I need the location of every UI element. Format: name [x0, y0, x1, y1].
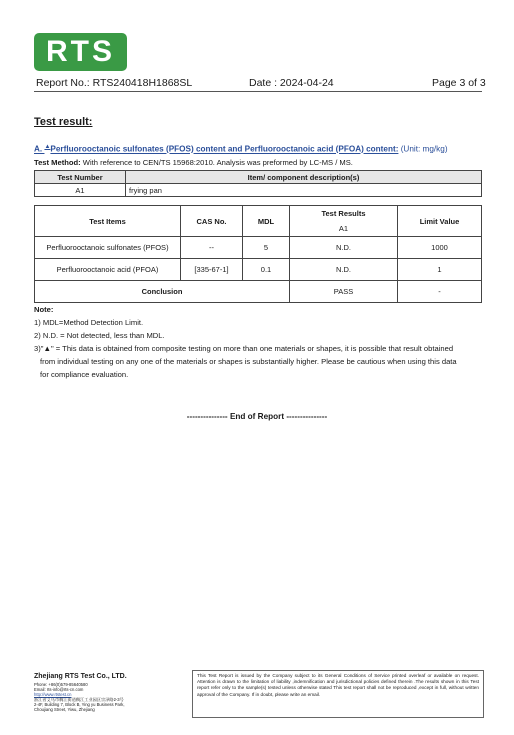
footer-phone: Phone: +86(0)579-85640580: [34, 682, 88, 687]
table-row: [35, 259, 482, 281]
subheading-unit: (Unit: mg/kg): [398, 144, 448, 154]
sample-description: frying pan: [126, 184, 482, 197]
test-method: [34, 158, 353, 167]
logo-text: RTS: [46, 35, 115, 68]
footer-address-cn: 浙江省义乌市稠江街道稠江工业园区宗泽路2-3号: [34, 697, 124, 702]
header-divider: [34, 91, 482, 92]
test-method-label: Test Method:: [34, 158, 81, 167]
footer-disclaimer: This Test Report is issued by the Company subject to its General Conditions of Service printed overleaf or available on request. Attention is drawn to the limitation of liability ,indemnification and jurisdictional policies defined therein .The results shown in this Test report refer only to the sample(s) tested unless otherwise stated This test report shall not be reproduced ,except in full, without written approval of the Company. If in doubt, please write an email.: [192, 670, 484, 718]
header-test-items: Test Items: [35, 206, 181, 237]
test-subheading: [34, 144, 448, 154]
header-cas-no: CAS No.: [181, 206, 243, 237]
footer-address-line2: Choujiang Street, Yiwu, Zhejiang: [34, 707, 95, 712]
sample-table: [34, 170, 482, 197]
pfoa-limit: 1: [398, 259, 482, 281]
footer-address-line1: 2-4F, Building 7, Block B, Ying yu Business Park,: [34, 702, 125, 707]
note-continuation: from individual testing on any one of the materials or shapes is substantially higher. Please be cautious when using this data: [40, 357, 457, 366]
section-title: Test result:: [34, 116, 93, 128]
company-logo: [34, 33, 127, 71]
pfoa-mdl: 0.1: [243, 259, 290, 281]
header-item-description: Item/ component description(s): [126, 171, 482, 184]
notes-title: Note:: [34, 305, 54, 314]
subheading-prefix: A.: [34, 144, 45, 154]
header-limit-value: Limit Value: [398, 206, 482, 237]
end-of-report-text: --------------- End of Report ---------------: [186, 412, 328, 421]
note-item: 3)"▲" = This data is obtained from composite testing on more than one materials or shapes, it is possible that result obtained: [34, 344, 454, 353]
footer-email[interactable]: Email: rts-info@rts-cn.com: [34, 687, 84, 692]
pfos-result: N.D.: [290, 237, 398, 259]
footer-contact: [34, 682, 154, 712]
note-item: 2) N.D. = Not detected, less than MDL.: [34, 331, 165, 340]
report-number: Report No.: RTS240418H1868SL: [36, 77, 193, 89]
footer-website-link[interactable]: http://www.rtstest.cn: [34, 692, 72, 697]
triangle-marker-icon: ▲: [44, 144, 51, 150]
pfos-item: Perfluorooctanoic sulfonates (PFOS): [35, 237, 181, 259]
pfoa-cas: [335-67-1]: [181, 259, 243, 281]
header-mdl: MDL: [243, 206, 290, 237]
subheading-title: Perfluorooctanoic sulfonates (PFOS) content and Perfluorooctanoic acid (PFOA) content:: [50, 144, 399, 154]
note-item: 1) MDL=Method Detection Limit.: [34, 318, 144, 327]
pfos-limit: 1000: [398, 237, 482, 259]
table-row: [35, 237, 482, 259]
conclusion-result: PASS: [290, 281, 398, 303]
note-continuation: for compliance evaluation.: [40, 370, 129, 379]
results-table: [34, 205, 482, 303]
end-of-report: [0, 412, 514, 421]
footer-company: Zhejiang RTS Test Co., LTD.: [34, 673, 127, 680]
conclusion-label: Conclusion: [35, 281, 290, 303]
pfoa-result: N.D.: [290, 259, 398, 281]
notes: [34, 303, 486, 381]
pfoa-item: Perfluorooctanoic acid (PFOA): [35, 259, 181, 281]
conclusion-row: [35, 281, 482, 303]
conclusion-limit: -: [398, 281, 482, 303]
report-date: Date : 2024-04-24: [249, 77, 334, 89]
header-test-results: Test Results: [290, 206, 398, 222]
table-row: [35, 184, 482, 197]
pfos-cas: --: [181, 237, 243, 259]
test-method-text: With reference to CEN/TS 15968:2010. Analysis was preformed by LC-MS / MS.: [80, 158, 353, 167]
sample-test-number: A1: [35, 184, 126, 197]
pfos-mdl: 5: [243, 237, 290, 259]
header-sample-a1: A1: [290, 221, 398, 237]
header-test-number: Test Number: [35, 171, 126, 184]
page-number: Page 3 of 3: [432, 77, 486, 89]
